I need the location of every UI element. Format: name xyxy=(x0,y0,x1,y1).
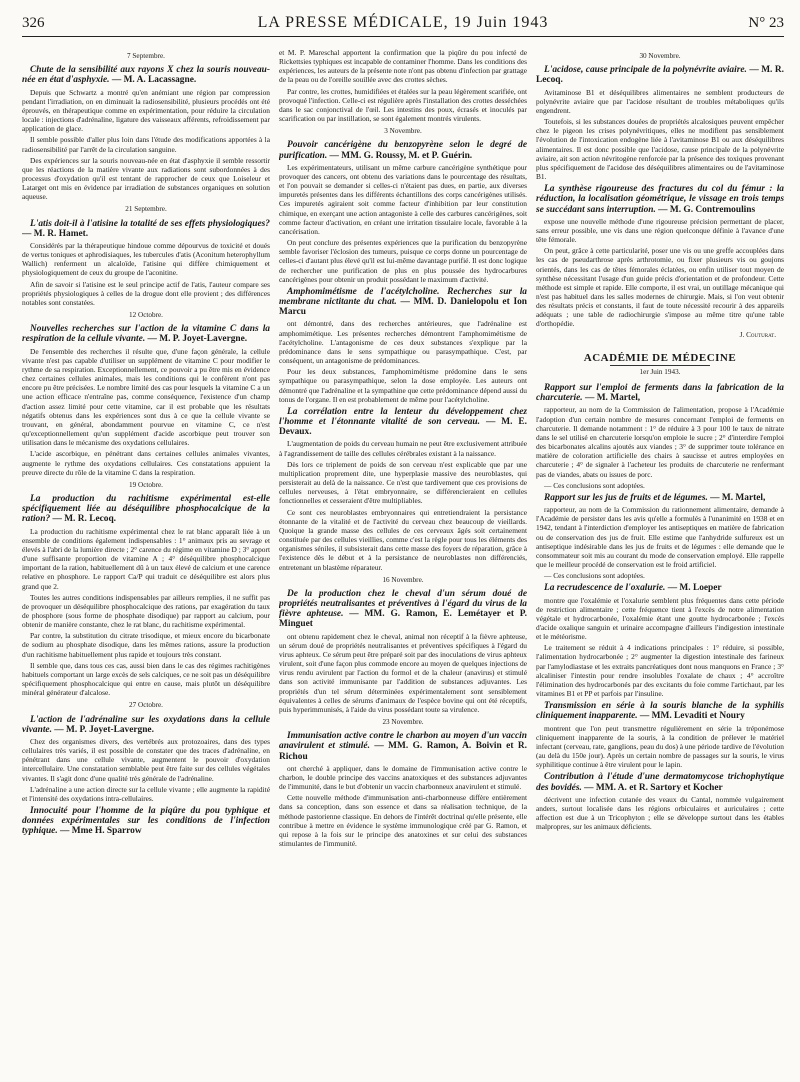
article-title: Contribution à l'étude d'une dermatomycose trichophytique des bovidés. — MM. A. et R. Sartory et Kocher xyxy=(536,772,784,793)
article-title: Chute de la sensibilité aux rayons X chez la souris nouveau-née en état d'asphyxie. — M. A. Lacassagne. xyxy=(22,65,270,86)
article xyxy=(279,407,527,572)
article xyxy=(22,806,270,837)
article-author: — MM. G. Ramon, E. Lemétayer et P. Minguet xyxy=(279,609,527,630)
article xyxy=(22,219,270,308)
article-author: — MM. A. et R. Sartory et Kocher xyxy=(581,782,723,793)
paragraph: L'adrénaline a une action directe sur la cellule vivante ; elle augmente la rapidité et l'intensité des oxydations intra-cellulaires. xyxy=(22,784,270,803)
article-author: — MM. Levaditi et Noury xyxy=(637,711,745,722)
article-title: La production du rachitisme expérimental est-elle spécifiquement liée au déséquilibre phosphocalcique de la ration? — M. R. Lecoq. xyxy=(22,494,270,525)
article xyxy=(22,494,270,697)
article xyxy=(279,140,527,283)
section-heading: ACADÉMIE DE MÉDECINE xyxy=(583,351,737,364)
session-date: 16 Novembre. xyxy=(382,575,424,584)
paragraph: De l'ensemble des recherches il résulte que, d'une façon générale, la cellule vivante n'est pas capable d'utiliser un supplément de vitamine C pour modifier le rythme de sa respiration. Exceptionnellement, ce pouvoir a pu être mis en évidence chez certaines cellules animales, mais les conditions qui le confèrent n'ont pas encore pu être précisées. Le nombre limité des cas pour lesquels la vitamine C a un une action efficace n'entraîne pas, comme conséquence, l'existence d'un champ d'action assez limité pour cette vitamine, car il est probable que les résultats négatifs obtenus dans les expériences sont dus à ce que la cellule vivante se trouvant, en général, abondamment pourvue en vitamine C, ce n'est qu'exceptionnellement qu'un supplément d'acide ascorbique peut trouver son utilisation dans le mécanisme des oxydations cellulaires. xyxy=(22,346,270,448)
session-date: 1er Juin 1943. xyxy=(639,367,681,376)
paragraph: — Ces conclusions sont adoptées. xyxy=(544,480,645,490)
article-author: — M. Martel, xyxy=(707,492,766,503)
paragraph: ont obtenu rapidement chez le cheval, animal non réceptif à la fièvre aphteuse, un sérum doué de propriétés neutralisantes et préventives spécifiques à l'égard du virus aphteux. Ce sérum peut être préparé soit par des inoculations de virus aphteux virulent, soit d'une façon plus commode encore au moyen de quelques injections de virus rendu avirulent par l'action du formol et de la chaleur (anavirus) et stimulé dans son activité immunisante par l'addition de substances adjuvantes. Les propriétés d'un tel sérum déterminées expérimentalement sont sensiblement équivalentes à celles de sérums d'animaux de l'espèce bovine qui ont été réceptifs, puis hyperimmunisés, à l'aide du virus possédant toute sa virulence. xyxy=(279,631,527,714)
article-author: — MM. G. Roussy, M. et P. Guérin. xyxy=(327,150,473,161)
article-title: Rapport sur l'emploi de ferments dans la fabrication de la charcuterie. — M. Martel, xyxy=(536,383,784,404)
article xyxy=(536,184,784,340)
session-date: 3 Novembre. xyxy=(384,127,422,136)
article-title: Nouvelles recherches sur l'action de la vitamine C dans la respiration de la cellule vivante. — M. P. Joyet-Lavergne. xyxy=(22,324,270,345)
paragraph: Ce sont ces neuroblastes embryonnaires qui entretiendraient la persistance étonnante de la vitalité et de l'activité du cerveau chez beaucoup de vieillards. Quoique la grande masse des cellules de ces cerveaux âgés soit certainement constituée par des cellules vieillies, comme c'est la règle pour tous les éléments des organismes séniles, il subsisterait dans cette masse des foyers de réparation, grâce à l'existence dès le début et à la persistance de neuroblastes non différenciés, entretenant un blastème réparateur. xyxy=(279,507,527,572)
article-title: Pouvoir cancérigène du benzopyrène selon le degré de purification. — MM. G. Roussy, M. et P. Guérin. xyxy=(279,140,527,161)
article-author: — M. R. Hamet. xyxy=(22,228,89,239)
article-author: — M. Loeper xyxy=(665,583,722,594)
article xyxy=(536,583,784,698)
article xyxy=(22,715,270,804)
paragraph: Considérés par la thérapeutique hindoue comme dépourvus de toxicité et doués de vertus toniques et aphrodisiaques, les tubercules d'atis (Aconitum heterophyllum Wallich) renferment un alcaloïde, l'atisine qui diffère chimiquement et physiologiquement de ceux du groupe de l'aconitine. xyxy=(22,241,270,278)
article-title: De la production chez le cheval d'un sérum doué de propriétés neutralisantes et préventives à l'égard du virus de la fièvre aphteuse. — MM. G. Ramon, E. Lemétayer et P. Minguet xyxy=(279,588,527,630)
column-2 xyxy=(279,48,527,1074)
paragraph: ont cherché à appliquer, dans le domaine de l'immunisation active contre le charbon, le double principe des vaccins anatoxiques et des substances adjuvantes de l'immunité, dans le but d'obtenir un vaccin charbonneux anavirulent et stimulé. xyxy=(279,763,527,792)
heading-rule xyxy=(610,365,710,366)
article-title: Immunisation active contre le charbon au moyen d'un vaccin anavirulent et stimulé. — MM. G. Ramon, A. Boivin et R. Richou xyxy=(279,731,527,762)
paragraph: — Ces conclusions sont adoptées. xyxy=(544,571,645,581)
article-author: — MM. D. Danielopolu et Ion Marcu xyxy=(279,297,527,318)
paragraph: L'augmentation de poids du cerveau humain ne peut être exclusivement attribuée à l'agrandissement de taille des cellules cérébrales existant à la naissance. xyxy=(279,439,527,458)
paragraph: montre que l'oxalémie et l'oxalurie semblent plus fréquentes dans cette période de restriction alimentaire ; cette fréquence tient à l'excès de notre alimentation végétale et hydrocarbonée, l'oxalémie étant une goutte hydrocarbonée ; l'excès d'acide oxalique sanguin et urinaire accompagne d'ailleurs l'indigestion intestinale et le météorisme. xyxy=(536,595,784,642)
paragraph: rapporteur, au nom de la Commission de l'alimentation, propose à l'Académie l'adoption d'un certain nombre de mesures concernant l'emploi de ferments en charcuterie. Il demande notamment : 1° de réduire à 3 pour 100 le taux de nitrate dans le sel utilisé en charcuterie lorsqu'on emploie le sucre ; 2° d'interdire l'emploi des bicarbonates alcalins ajoutés aux viandes ; 3° de supprimer toute tolérance en matière de coloration artificielle des chairs à saucisse et autres employées en charcuterie ; 4° de signaler à l'acheteur les produits de charcuterie ne renfermant pas de viandes, abats ou issues de porc. xyxy=(536,405,784,479)
paragraph: Dès lors ce triplement de poids de son cerveau n'est explicable que par une multiplication proprement dite, une hyperplasie massive des neuroblastes, qui persisterait au delà de la naissance. Ce n'est que tardivement que ces provisions de cellules nerveuses, à l'état embryonnaire, se différencieraient en cellules fonctionnelles et cesseraient d'être multipliables. xyxy=(279,459,527,506)
paragraph: Le traitement se réduit à 4 indications principales : 1° réduire, si possible, l'alimentation hydrocarbonée ; 2° augmenter la digestion intestinale des farineux par l'amylodiastase et les extraits pancréatiques dont nous manquons en France ; 3° alcaliniser l'intestin pour rendre insolubles l'oxalate de chaux ; 4° accroître l'élimination des hydrocarbonés par des excitants du foie comme l'artichaut, par les vitamines B1 et PP et parfois par l'insuline. xyxy=(536,643,784,699)
article-author: — M. P. Joyet-Lavergne. xyxy=(145,334,248,345)
session-date: 23 Novembre. xyxy=(382,718,424,727)
article-author: — M. Martel, xyxy=(582,393,641,404)
paragraph: On peut, grâce à cette particularité, poser une vis ou une greffe accouplées dans les cas de pseudarthrose après arthrotomie, ou fixer plusieurs vis ou goujons orientés, dans les cas de têtes fémorales éclatées, ou enfin utiliser tout moyen de synthèse nécessitant l'usage d'un guide précis d'orientation et de profondeur. Cette méthode est simple et rapide. Elle comporte, il est vrai, un outillage mécanique qui n'est pas habituel dans les salles modernes de chirurgie. Mais, si l'on veut obtenir des résultats précis et constants, il faut de toute nécessité recourir à des appareils adéquats ; une table de radiochirurgie s'impose au même titre qu'une table d'orthopédie. xyxy=(536,246,784,329)
paragraph: Les expérimentateurs, utilisant un même carbure cancérigène synthétique pour provoquer des cancers, ont obtenu des variations dans le pourcentage des résultats, et l'on pouvait se demander si celles-ci n'étaient pas dues, en partie, aux diverses impuretés présentes dans les différents échantillons des corps cancérigènes utilisés. Ces impuretés agiraient soit comme facteur d'inhibition par leur constitution chimique, en exerçant une action antagoniste à celle des carbures cancérigènes, soit comme facteur d'activation, en créant une irritation tissulaire locale, favorable à la cancérisation. xyxy=(279,162,527,236)
paragraph: Depuis que Schwartz a montré qu'en anémiant une région par compression pendant l'irradiation, on en diminuait la radiosensibilité, plusieurs procédés ont été éprouvés, en thérapeutique comme en expérimentation, pour réduire la circulation locale : injections d'adrénaline, ligature des vaisseaux afférents, refroidissement par application de glace. xyxy=(22,87,270,134)
article xyxy=(279,589,527,714)
article-title: La corrélation entre la lenteur du développement chez l'homme et l'étonnante vitalité de son cerveau. — M. E. Devaux. xyxy=(279,406,527,438)
paragraph: et M. P. Mareschal apportent la confirmation que la piqûre du pou infecté de Rickettsies typhiques est incapable de contaminer l'homme. Dans les conditions des expériences, les auteurs de la présente note n'ont pas obtenu d'infection par grattage de la peau ou de l'oreille souillée avec des crottes sèches. xyxy=(279,48,527,85)
paragraph: Cette nouvelle méthode d'immunisation anti-charbonneuse diffère entièrement dans sa conception, dans son essence et dans sa réalisation technique, de la méthode pastorienne classique. En dehors de l'intérêt doctrinal qu'elle présente, elle contribue à mettre en évidence le système immunologique créé par G. Ramon, et qui repose à la fois sur le principe des anatoxines et sur celui des substances stimulantes de l'immunité. xyxy=(279,793,527,849)
article-title: L'acidose, cause principale de la polynévrite aviaire. — M. R. Lecoq. xyxy=(536,65,784,86)
article-author: — M. R. Lecoq. xyxy=(50,514,117,525)
session-date: 19 Octobre. xyxy=(129,480,163,489)
paragraph: On peut conclure des présentes expériences que la purification du benzopyrène semble favoriser l'éclosion des tumeurs, puisque ce corps donne un pourcentage de celles-ci d'autant plus élevé qu'il est lui-même davantage purifié. Il est donc logique de rechercher une purification de plus en plus poussée des hydrocarbures cancérigènes pour obtenir un produit possédant le maximum d'activité. xyxy=(279,238,527,284)
article-author: — M. R. Lecoq. xyxy=(536,65,784,86)
article-author: — M. A. Lacassagne. xyxy=(109,75,197,86)
article-author: — Mme H. Sparrow xyxy=(57,826,142,837)
paragraph: Toutes les autres conditions indispensables par ailleurs remplies, il ne suffit pas de provoquer un déséquilibre phosphocalcique des rations, par exagération du taux de phosphore (sous forme de phosphate disodique) par rapport au calcium, pour obtenir de manière constante, chez le rat blanc, du rachitisme expérimental. xyxy=(22,592,270,630)
paragraph: Afin de savoir si l'atisine est le seul principe actif de l'atis, l'auteur compare ses propriétés physiologiques à celles de la drogue dont elle provient ; des différences notables sont constatées. xyxy=(22,279,270,307)
session-date: 27 Octobre. xyxy=(129,701,163,710)
article-author: — MM. G. Ramon, A. Boivin et R. Richou xyxy=(279,741,527,762)
article-title: L'atis doit-il à l'atisine la totalité de ses effets physiologiques? — M. R. Hamet. xyxy=(22,218,270,239)
paragraph: décrivent une infection cutanée des veaux du Cantal, nommée vulgairement anders, surtout localisée dans les régions orbiculaires et auriculaires ; cette affection est due à un Tricophyton ; elle se développe surtout dans les étables malpropres, sur les animaux déficients. xyxy=(536,794,784,832)
paragraph: Avitaminose B1 et déséquilibres alimentaires ne semblent producteurs de polynévrite aviaire que par l'acidose résultant de troubles métaboliques qu'ils engendrent. xyxy=(536,87,784,115)
journal-title: LA PRESSE MÉDICALE, 19 Juin 1943 xyxy=(257,14,549,31)
article-title: Amphomimétisme de l'acétylcholine. Recherches sur la membrane nictitante du chat. — MM. D. Danielopolu et Ion Marcu xyxy=(279,286,527,318)
session-date: 21 Septembre. xyxy=(125,205,167,214)
article-title: L'action de l'adrénaline sur les oxydations dans la cellule vivante. — M. P. Joyet-Lavergne. xyxy=(22,714,270,735)
article xyxy=(536,701,784,769)
article-title: La recrudescence de l'oxalurie. — M. Loeper xyxy=(544,583,722,594)
column-3 xyxy=(536,48,784,1074)
article xyxy=(536,772,784,831)
signature: J. Couturat. xyxy=(739,330,776,339)
columns xyxy=(22,48,784,1074)
paragraph: Pour les deux substances, l'amphomimétisme prédomine dans le sens sympathique ou parasympathique, selon la dose employée. Les auteurs ont démontré que l'adrénaline et la sympathine que cette prédominance dépend aussi du tonus de l'organe. Il en est probablement de même pour l'acétylcholine. xyxy=(279,367,527,404)
article-continued xyxy=(279,48,527,123)
article xyxy=(279,731,527,848)
article xyxy=(536,493,784,580)
session-date: 7 Septembre. xyxy=(127,52,165,60)
article xyxy=(279,287,527,404)
article-author: — M. G. Contremoulins xyxy=(655,204,756,215)
paragraph: rapporteur, au nom de la Commission du rationnement alimentaire, demande à l'Académie de persister dans les avis qu'elle a formulés à l'unanimité en 1938 et en 1942, tendant à l'interdiction d'employer les antiseptiques en matière de fabrication ou de conservation des jus de fruit. Elle estime que l'anhydride sulfureux est un antiseptique indésirable dans les jus de fruits et de légumes : elle demande que le consommateur soit mis au courant du mode de conservation employé. Elle rappelle que le meilleur procédé de conservation est le froid artificiel. xyxy=(536,505,784,570)
paragraph: Des expériences sur la souris nouveau-née en état d'asphyxie il semble ressortir que les réactions de la matière vivante aux radiations sont subordonnées à des processus d'oxydation qu'il est tentant de rapprocher de ceux que Loiseleur et Latarget ont mis en évidence par irradiation de substances organiques en solution aqueuse. xyxy=(22,155,270,202)
paragraph: Chez des organismes divers, des vertébrés aux protozoaires, dans des types cellulaires très variés, il est possible de constater que des traces d'adrénaline, en pénétrant dans une cellule vivante, augmentent le pouvoir d'oxydation intercellulaire. Une constatation semblable peut être faite sur des cellules végétales vivantes. Il s'agit donc d'une qualité très générale de l'adrénaline. xyxy=(22,736,270,783)
article-title: Rapport sur les jus de fruits et de légumes. — M. Martel, xyxy=(544,492,766,503)
article xyxy=(536,65,784,181)
paragraph: La production du rachitisme expérimental chez le rat blanc apparaît liée à un ensemble de conditions également indispensables : 1° animaux pris au sevrage et élevés à l'abri de la lumière directe ; 2° carence du régime en vitamine D ; 3° apport d'une suffisante proportion de vitamine A ; 4° déséquilibre phosphocalcique important de la ration, habituellement dû à un taux élevé de calcium et une carence relative en phosphore. Le rapport Ca/P qui traduit ce déséquilibre est alors plus grand que 2. xyxy=(22,526,270,591)
page-number: 326 xyxy=(22,15,45,31)
paragraph: Toutefois, si les substances douées de propriétés alcalosiques peuvent empêcher chez le pigeon les crises polynévritiques, elles ne modifient pas sensiblement l'évolution de l'intoxication endogène liée à l'avitaminose B1 ou aux déséquilibres alimentaires. Il est donc possible que l'acidose, cause principale de la polynévrite aviaire, ait son action névritogène renforcée par la présence des toxiques provenant plus spécifiquement de l'acidose des déséquilibres alimentaires ou de l'avitaminose B1. xyxy=(536,117,784,181)
article xyxy=(22,324,270,477)
article-title: Transmission en série à la souris blanche de la syphilis cliniquement inapparente. — MM. Levaditi et Noury xyxy=(536,701,784,722)
session-date: 12 Octobre. xyxy=(129,311,163,320)
column-1 xyxy=(22,48,270,1074)
paragraph: montrent que l'on peut transmettre régulièrement en série la tréponémose cliniquement inapparente de la souris, à la condition de prélever le matériel infectant (cerveau, rate, ganglions, peau du dos) à une période tardive de l'évolution (au delà du 150e jour). Après un certain nombre de passages sur la souris, le virus syphilitique continue à être virulent pour le lapin. xyxy=(536,723,784,770)
article-title: La synthèse rigoureuse des fractures du col du fémur : la réduction, la localisation géométrique, le vissage en trois temps se succédant sans interruption. — M. G. Contremoulins xyxy=(536,184,784,215)
article xyxy=(22,65,270,201)
paragraph: Il semble possible d'aller plus loin dans l'étude des modifications apportées à la radiosensibilité par l'arrêt de la circulation sanguine. xyxy=(22,135,270,154)
page-header xyxy=(22,14,784,37)
paragraph: expose une nouvelle méthode d'une rigoureuse précision permettant de placer, sans erreur possible, une vis dans une région quelconque définie à l'avance d'une tête fémorale. xyxy=(536,216,784,245)
article-author: — M. E. Devaux. xyxy=(279,417,527,438)
paragraph: ont démontré, dans des recherches antérieures, que l'adrénaline est amphomimétique. Les présentes recherches démontrent l'amphomimétisme de l'acétylcholine. L'antagonisme de ces deux substances s'explique par la prédominance dans le sens sympathique ou parasympathique. C'est, par conséquent, un antagonisme de prédominances. xyxy=(279,319,527,366)
paragraph: L'acide ascorbique, en pénétrant dans certaines cellules animales vivantes, augmente le rythme des oxydations cellulaires. Ces constatations appuient la preuve directe du rôle de la vitamine C dans la respiration. xyxy=(22,449,270,477)
session-date: 30 Novembre. xyxy=(639,52,681,60)
article xyxy=(536,383,784,490)
paragraph: Par contre, les crottes, humidifiées et étalées sur la peau légèrement scarifiée, ont provoqué l'infection. Celle-ci est régulière après l'installation des crottes desséchées dans le sac conjonctival de l'œil. Les intestins des poux, écrasés et inoculés par scarification ou par instillation, se sont également montrés virulents. xyxy=(279,86,527,124)
paragraph: Par contre, la substitution du citrate trisodique, et mieux encore du bicarbonate de sodium au phosphate disodique, dans les mêmes rations, assure la production d'un rachitisme habituellement plus rapide et toujours très constant. xyxy=(22,631,270,659)
article-title: Innocuité pour l'homme de la piqûre du pou typhique et données expérimentales sur les conditions de l'infection typhique. — Mme H. Sparrow xyxy=(22,806,270,837)
issue-number: N° 23 xyxy=(748,15,784,31)
paragraph: Il semble que, dans tous ces cas, aussi bien dans le cas des régimes rachitigènes habituels comportant un large excès de sels calciques, ce ne soit pas un déséquilibre spécifiquement phosphocalcique qui entre en cause, mais plutôt un déséquilibre minéral générateur d'alcalose. xyxy=(22,660,270,698)
article-author: — M. P. Joyet-Lavergne. xyxy=(51,724,154,735)
